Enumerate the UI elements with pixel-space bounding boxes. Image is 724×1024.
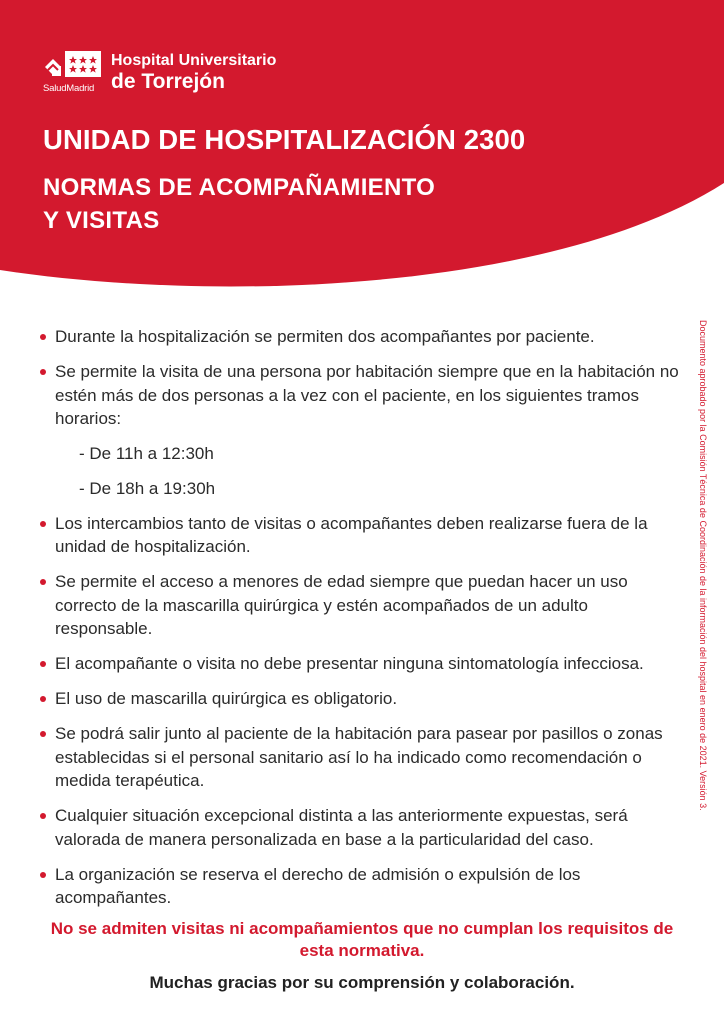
rule-text: Cualquier situación excepcional distinta a las anteriormente expuestas, será valorada de manera personalizada en base a la particularidad del caso. <box>55 806 628 849</box>
rule-item <box>40 804 690 851</box>
rule-item <box>40 722 690 793</box>
bullet-icon <box>40 579 46 585</box>
thanks-message: Muchas gracias por su comprensión y colaboración. <box>149 973 575 992</box>
bullet-icon <box>40 521 46 527</box>
bullet-icon <box>40 813 46 819</box>
rule-item <box>40 863 690 910</box>
saludmadrid-logo <box>43 49 103 99</box>
rule-item <box>40 512 690 559</box>
bullet-icon <box>40 369 46 375</box>
rule-text: Durante la hospitalización se permiten dos acompañantes por paciente. <box>55 327 595 346</box>
rule-text: Se permite el acceso a menores de edad siempre que puedan hacer un uso correcto de la mascarilla quirúrgica y estén acompañados de un adulto responsable. <box>55 572 628 638</box>
logo-caption: SaludMadrid <box>43 83 95 94</box>
hospital-name-line1: Hospital Universitario <box>111 52 277 69</box>
bullet-icon <box>40 661 46 667</box>
hospital-name-line2: de Torrejón <box>111 70 225 93</box>
warning-notice: No se admiten visitas ni acompañamientos que no cumplan los requisitos de esta normativa. <box>50 919 674 960</box>
rule-text: Los intercambios tanto de visitas o acompañantes deben realizarse fuera de la unidad de hospitalización. <box>55 513 648 556</box>
hospital-name <box>111 52 276 94</box>
document-approval-note: Documento aprobado por la Comisión Técnica de Coordinación de la información del hospital en enero de 2021. Versión 3. <box>698 320 708 811</box>
unit-title: UNIDAD DE HOSPITALIZACIÓN 2300 <box>43 124 526 155</box>
rule-item <box>40 360 690 500</box>
visiting-hours-item: - De 18h a 19:30h <box>79 478 216 498</box>
rules-list <box>40 325 690 921</box>
visiting-hours-item: - De 11h a 12:30h <box>79 443 214 463</box>
bullet-icon <box>40 731 46 737</box>
bullet-icon <box>40 334 46 340</box>
rule-text: Se podrá salir junto al paciente de la habitación para pasear por pasillos o zonas establecidas si el personal sanitario así lo ha indicado como recomendación o medida terapéutica. <box>55 724 663 790</box>
madrid-logo-icon <box>43 49 103 83</box>
rule-text: El uso de mascarilla quirúrgica es obligatorio. <box>55 689 398 708</box>
bullet-icon <box>40 872 46 878</box>
subtitle-line2: Y VISITAS <box>43 207 160 234</box>
page-subtitle <box>43 171 435 237</box>
visiting-hours-list <box>55 442 690 501</box>
rule-text: La organización se reserva el derecho de admisión o expulsión de los acompañantes. <box>55 864 581 907</box>
bullet-icon <box>40 696 46 702</box>
rule-item <box>40 652 690 676</box>
rule-item <box>40 687 690 711</box>
rule-item <box>40 570 690 641</box>
rule-text: El acompañante o visita no debe presentar ninguna sintomatología infecciosa. <box>55 654 644 673</box>
rule-item <box>40 325 690 349</box>
subtitle-line1: NORMAS DE ACOMPAÑAMIENTO <box>43 174 436 201</box>
rule-text: Se permite la visita de una persona por habitación siempre que en la habitación no estén más de dos personas a la vez con el paciente, en los siguientes tramos horarios: <box>55 362 679 428</box>
